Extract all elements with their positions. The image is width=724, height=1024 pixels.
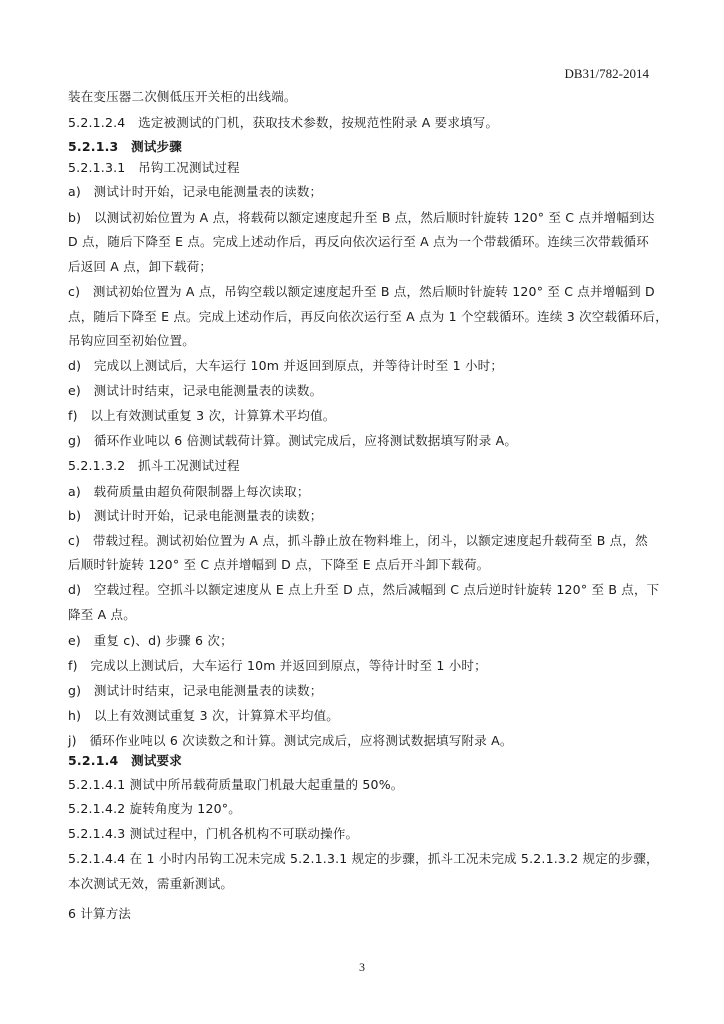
list-item-continuation: 后顺时针旋转 120° 至 C 点并增幅到 D 点，下降至 E 点后开斗卸下载荷。 xyxy=(68,557,490,572)
clause-5-2-1-4-1: 5.2.1.4.1 测试中所吊载荷质量取门机最大起重量的 50%。 xyxy=(68,777,404,792)
clause-5-2-1-4-3: 5.2.1.4.3 测试过程中，门机各机构不可联动操作。 xyxy=(68,826,359,841)
list-item: j) 循环作业吨以 6 次读数之和计算。测试完成后，应将测试数据填写附录 A。 xyxy=(68,733,513,748)
list-item: d) 空载过程。空抓斗以额定速度从 E 点上升至 D 点，然后减幅到 C 点后逆时针旋转 120° 至 B 点，下 xyxy=(68,582,660,597)
list-item: e) 测试计时结束，记录电能测量表的读数。 xyxy=(68,383,323,398)
document-id: DB31/782-2014 xyxy=(564,66,649,81)
section-heading-test-requirements: 5.2.1.4 测试要求 xyxy=(68,753,182,768)
list-item: g) 循环作业吨以 6 倍测试载荷计算。测试完成后，应将测试数据填写附录 A。 xyxy=(68,433,518,448)
subsection-heading-grab: 5.2.1.3.2 抓斗工况测试过程 xyxy=(68,458,240,473)
clause-5-2-1-2-4: 5.2.1.2.4 选定被测试的门机，获取技术参数，按规范性附录 A 要求填写。 xyxy=(68,115,499,130)
list-item: b) 以测试初始位置为 A 点，将载荷以额定速度起升至 B 点，然后顺时针旋转 120° 至 C 点并增幅到达 xyxy=(68,210,655,225)
list-item: d) 完成以上测试后，大车运行 10m 并返回到原点，并等待计时至 1 小时； xyxy=(68,358,504,373)
subsection-heading-hook: 5.2.1.3.1 吊钩工况测试过程 xyxy=(68,160,240,175)
paragraph-line: 装在变压器二次侧低压开关柜的出线端。 xyxy=(68,89,297,104)
list-item: e) 重复 c)、d) 步骤 6 次； xyxy=(68,633,233,648)
list-item-continuation: 点，随后下降至 E 点。完成上述动作后，再反向依次运行至 A 点为 1 个空载循环。连续 3 次空载循环后， xyxy=(68,309,668,324)
section-heading-test-steps: 5.2.1.3 测试步骤 xyxy=(68,139,182,154)
list-item: g) 测试计时结束，记录电能测量表的读数； xyxy=(68,683,323,698)
section-heading-calculation: 6 计算方法 xyxy=(68,906,132,921)
clause-continuation: 本次测试无效，需重新测试。 xyxy=(68,876,234,891)
list-item: f) 以上有效测试重复 3 次，计算算术平均值。 xyxy=(68,408,336,423)
list-item: c) 带载过程。测试初始位置为 A 点，抓斗静止放在物料堆上，闭斗，以额定速度起升载荷至 B 点，然 xyxy=(68,533,648,548)
list-item-continuation: 吊钩应回至初始位置。 xyxy=(68,333,196,348)
list-item-continuation: 后返回 A 点，卸下载荷； xyxy=(68,259,213,274)
list-item-continuation: 降至 A 点。 xyxy=(68,607,136,622)
page-number: 3 xyxy=(359,960,365,974)
list-item: b) 测试计时开始，记录电能测量表的读数； xyxy=(68,508,323,523)
clause-5-2-1-4-2: 5.2.1.4.2 旋转角度为 120°。 xyxy=(68,801,241,816)
list-item: c) 测试初始位置为 A 点，吊钩空载以额定速度起升至 B 点，然后顺时针旋转 120° 至 C 点并增幅到 D xyxy=(68,284,655,299)
list-item: a) 测试计时开始，记录电能测量表的读数； xyxy=(68,184,323,199)
list-item: f) 完成以上测试后，大车运行 10m 并返回到原点，等待计时至 1 小时； xyxy=(68,658,487,673)
clause-5-2-1-4-4: 5.2.1.4.4 在 1 小时内吊钩工况未完成 5.2.1.3.1 规定的步骤，抓斗工况未完成 5.2.1.3.2 规定的步骤， xyxy=(68,851,659,866)
list-item: h) 以上有效测试重复 3 次，计算算术平均值。 xyxy=(68,708,339,723)
list-item-continuation: D 点，随后下降至 E 点。完成上述动作后，再反向依次运行至 A 点为一个带载循环。连续三次带载循环 xyxy=(68,234,649,249)
list-item: a) 载荷质量由超负荷限制器上每次读取； xyxy=(68,484,310,499)
